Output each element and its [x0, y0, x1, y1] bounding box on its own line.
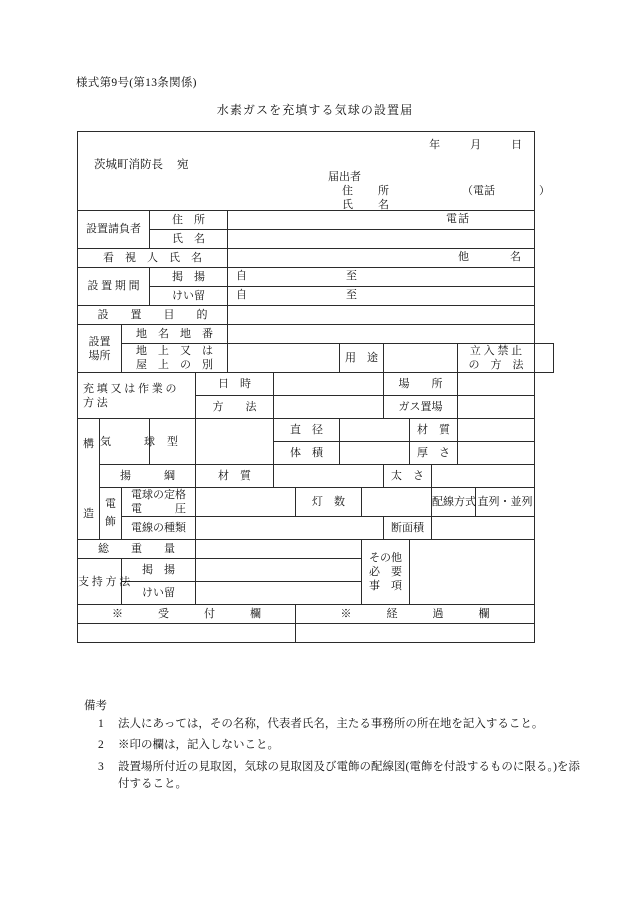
remarks-item-text: 法人にあっては，その名称，代表者氏名，主たる事務所の所在地を記入すること。 [118, 718, 544, 730]
balloon-material-field[interactable] [458, 419, 535, 442]
other-matters-label-line2: 必 要 [369, 566, 402, 579]
illumination-voltage-label [122, 488, 196, 517]
filling-gas-storage-label: ガス置場 [384, 396, 458, 419]
structure-label-bottom: 造 [83, 508, 94, 521]
applicant-label: 届出者 [328, 171, 361, 183]
remarks-item-number: 2 [98, 739, 104, 752]
period-label: 設 置 期 間 [78, 268, 150, 306]
location-no-entry-label-line1: 立 入 禁 止 [469, 345, 523, 357]
receipt-field[interactable] [78, 624, 296, 643]
date-line [429, 138, 522, 152]
period-row-0-field[interactable] [228, 268, 535, 287]
table-row-total-weight [78, 540, 554, 559]
contractor-label: 設置請負者 [78, 211, 150, 249]
filling-label [78, 373, 196, 419]
page-title: 水素ガスを充填する気球の設置届 [216, 103, 414, 117]
remarks-title: 備考 [84, 700, 107, 712]
rope-material-field[interactable] [274, 465, 384, 488]
period-row-1-field[interactable] [228, 287, 535, 306]
form-table [77, 131, 554, 643]
illumination-wiring-label: 配線方式 [432, 488, 476, 517]
location-no-entry-label [458, 344, 535, 373]
table-row-header [78, 132, 554, 211]
table-row-rope [78, 465, 554, 488]
applicant-address-label: 住 所 [342, 185, 396, 198]
purpose-field[interactable] [228, 306, 535, 325]
filling-gas-storage-field[interactable] [458, 396, 535, 419]
period-row-0-label: 掲 揚 [150, 268, 228, 287]
balloon-diameter-field[interactable] [340, 419, 410, 442]
rope-thickness-field[interactable] [432, 465, 535, 488]
illumination-voltage-label-line2: 電 圧 [131, 503, 186, 516]
illumination-voltage-label-line1: 電球の定格 [131, 489, 186, 502]
illumination-label [100, 488, 122, 540]
period-row-1-from: 自 [236, 289, 247, 301]
table-row-purpose [78, 306, 554, 325]
balloon-thickness-field[interactable] [458, 442, 535, 465]
balloon-volume-field[interactable] [340, 442, 410, 465]
support-label: 支 持 方 法 [78, 559, 122, 605]
table-row-office-head [78, 605, 554, 624]
location-ground-label-line2: 屋 上 の 別 [136, 359, 213, 372]
filling-datetime-label: 日 時 [196, 373, 274, 396]
remarks-item-text: 設置場所付近の見取図，気球の見取図及び電飾の配線図(電飾を付設するものに限る。)を添付すること。 [118, 760, 580, 791]
location-address-label: 地 名 地 番 [122, 325, 228, 344]
illumination-wire-type-label: 電線の種類 [122, 517, 196, 540]
support-row-1-label: けい留 [122, 582, 196, 605]
location-ground-label [122, 344, 228, 373]
balloon-label: 気 球 [100, 419, 150, 465]
illumination-voltage-field[interactable] [196, 488, 296, 517]
balloon-thickness-label: 厚 さ [410, 442, 458, 465]
form-number: 様式第9号(第13条関係) [76, 77, 197, 89]
table-row-illumination-wire [78, 517, 554, 540]
watcher-other-label: 他 [458, 251, 469, 263]
total-weight-field[interactable] [196, 540, 362, 559]
illumination-lamp-count-label: 灯 数 [296, 488, 362, 517]
remarks-item [84, 737, 584, 755]
location-ground-field[interactable] [228, 344, 340, 373]
location-address-field[interactable] [228, 325, 535, 344]
balloon-diameter-label: 直 径 [274, 419, 340, 442]
remarks-block [84, 697, 584, 798]
location-label [78, 325, 122, 373]
table-row-illumination-voltage [78, 488, 554, 517]
period-row-1-to: 至 [346, 289, 357, 301]
filling-label-line2: 方 法 [83, 396, 108, 409]
location-use-field[interactable] [384, 344, 458, 373]
date-year-label: 年 [429, 139, 441, 151]
remarks-item [84, 716, 584, 734]
table-row-contractor-name [78, 230, 554, 249]
table-row-filling-datetime [78, 373, 554, 396]
structure-label-top: 構 [83, 438, 94, 450]
applicant-block [328, 170, 550, 212]
table-row-location-detail [78, 344, 554, 373]
location-use-label: 用 途 [340, 344, 384, 373]
date-day-label: 日 [511, 139, 523, 151]
filling-place-label: 場 所 [384, 373, 458, 396]
watcher-label: 看 視 人 氏 名 [78, 249, 228, 268]
other-matters-label-line1: その他 [369, 552, 402, 565]
illumination-label-top: 電 [105, 498, 116, 511]
applicant-address-row [342, 184, 550, 198]
receipt-label: ※ 受 付 欄 [78, 605, 296, 624]
remarks-item-text: ※印の欄は，記入しないこと。 [118, 739, 279, 752]
period-row-0-to: 至 [346, 270, 357, 282]
contractor-name-field[interactable] [228, 230, 535, 249]
location-no-entry-label-line2: の 方 法 [468, 359, 524, 372]
other-matters-label [362, 540, 410, 605]
remarks-list [84, 716, 584, 794]
contractor-address-field[interactable] [228, 211, 535, 230]
balloon-volume-label: 体 積 [274, 442, 340, 465]
location-ground-label-line1: 地 上 又 は [136, 345, 213, 357]
rope-material-label: 材 質 [196, 465, 274, 488]
other-matters-field[interactable] [410, 540, 535, 605]
illumination-section-area-label: 断面積 [384, 517, 432, 540]
illumination-label-bottom: 飾 [105, 515, 116, 528]
addressee-suffix: 宛 [177, 159, 189, 171]
location-label-line1: 設置 [88, 335, 111, 348]
table-row-office-body [78, 624, 554, 643]
table-row-period-2 [78, 287, 554, 306]
remarks-item-number: 3 [98, 760, 104, 773]
contractor-address-tel-label: 電話 [446, 213, 470, 225]
table-row-period-1 [78, 268, 554, 287]
illumination-lamp-count-field[interactable] [362, 488, 432, 517]
filling-datetime-field[interactable] [274, 373, 384, 396]
progress-label: ※ 経 過 欄 [296, 605, 535, 624]
addressee [94, 158, 189, 173]
filling-method-field[interactable] [274, 396, 384, 419]
applicant-tel-close: ） [539, 185, 550, 198]
balloon-material-label: 材 質 [410, 419, 458, 442]
illumination-wire-type-field[interactable] [196, 517, 384, 540]
filling-place-field[interactable] [458, 373, 535, 396]
remarks-item-number: 1 [98, 718, 104, 730]
rope-label: 揚 綱 [100, 465, 196, 488]
balloon-type-label: 型 [150, 419, 196, 465]
contractor-address-label: 住 所 [150, 211, 228, 230]
balloon-type-field[interactable] [196, 419, 274, 465]
location-no-entry-field[interactable] [535, 344, 554, 373]
rope-thickness-label: 太 さ [384, 465, 432, 488]
table-row-watcher [78, 249, 554, 268]
table-row-balloon-diameter [78, 419, 554, 442]
support-row-0-field[interactable] [196, 559, 362, 582]
contractor-name-label: 氏 名 [150, 230, 228, 249]
applicant-tel-open: （電話 [462, 185, 495, 198]
total-weight-label: 総 重 量 [78, 540, 196, 559]
period-row-0-from: 自 [236, 270, 247, 282]
watcher-count-unit: 名 [510, 251, 521, 263]
other-matters-label-line3: 事 項 [369, 580, 402, 593]
purpose-label: 設 置 目 的 [78, 306, 228, 325]
support-row-0-label: 掲 揚 [122, 559, 196, 582]
table-row-contractor-address [78, 211, 554, 230]
filling-method-label: 方 法 [196, 396, 274, 419]
illumination-section-area-field[interactable] [432, 517, 535, 540]
addressee-name: 茨城町消防長 [94, 159, 163, 171]
filling-label-line1: 充 填 又 は 作 業 の [83, 382, 177, 395]
support-row-1-field[interactable] [196, 582, 362, 605]
location-label-line2: 場所 [88, 349, 111, 362]
table-row-location-address [78, 325, 554, 344]
header-block [78, 132, 550, 212]
applicant-name-label: 氏 名 [342, 199, 396, 212]
period-row-1-label: けい留 [150, 287, 228, 306]
progress-field[interactable] [296, 624, 535, 643]
applicant-tel [462, 184, 550, 198]
remarks-item [84, 759, 584, 795]
date-month-label: 月 [470, 139, 482, 151]
structure-label [78, 419, 100, 540]
illumination-wiring-options[interactable]: 直列・並列 [476, 488, 535, 517]
watcher-field[interactable] [228, 249, 535, 268]
